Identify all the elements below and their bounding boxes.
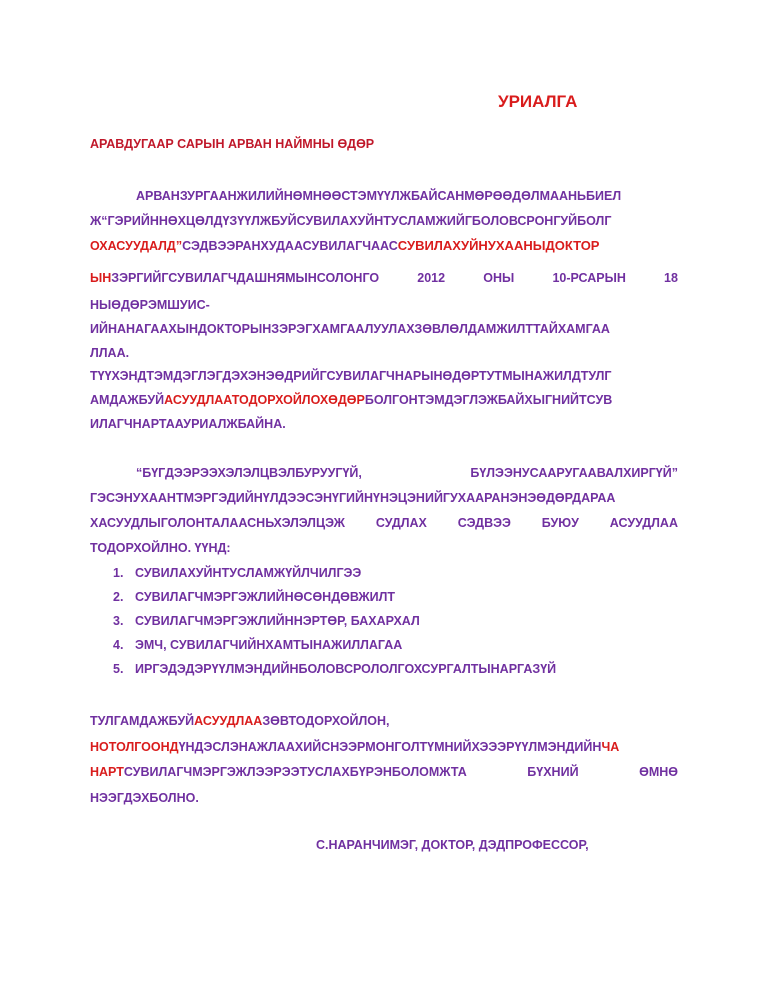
- para1-line5: НЫӨДӨРЭМШУИС-: [90, 298, 210, 312]
- para1-line10: ИЛАГЧНАРТААУРИАЛЖБАЙНА.: [90, 417, 286, 431]
- para1-line2: Ж“ГЭРИЙННӨХЦӨЛДҮЗҮҮЛЖБУЙСУВИЛАХУЙНТУСЛАМЖИЙГБОЛОВСРОНГУЙБОЛГ: [90, 214, 612, 228]
- para3-line1: ТУЛГАМДАЖБУЙАСУУДЛААЗӨВТОДОРХОЙЛОН,: [90, 714, 390, 728]
- para3-line4: НЭЭГДЭХБОЛНО.: [90, 791, 199, 805]
- list-item: 4. ЭМЧ, СУВИЛАГЧИЙНХАМТЫНАЖИЛЛАГАА: [113, 638, 403, 652]
- para2-line3: ХАСУУДЛЫГОЛОНТАЛААСНЬХЭЛЭЛЦЭЖ СУДЛАХ СЭДВЭЭ БУЮУ АСУУДЛАА: [90, 516, 678, 530]
- list-item: 5. ИРГЭДЭДЭРҮҮЛМЭНДИЙНБОЛОВСРОЛОЛГОХСУРГАЛТЫНАРГАЗҮЙ: [113, 662, 557, 676]
- para3-line3: НАРТСУВИЛАГЧМЭРГЭЖЛЭЭРЭЭТУСЛАХБҮРЭНБОЛОМЖТА БҮХНИЙ ӨМНӨ: [90, 765, 678, 779]
- para1-line8: ТҮҮХЭНДТЭМДЭГЛЭГДЭХЭНЭӨДРИЙГСУВИЛАГЧНАРЫНӨДӨРТУТМЫНАЖИЛДТУЛГ: [90, 369, 612, 383]
- list-item: 2. СУВИЛАГЧМЭРГЭЖЛИЙНӨСӨНДӨВЖИЛТ: [113, 590, 396, 604]
- date-line: АРАВДУГААР САРЫН АРВАН НАЙМНЫ ӨДӨР: [90, 137, 375, 151]
- para1-line4: ЫНЗЭРГИЙГСУВИЛАГЧДАШНЯМЫНСОЛОНГО 2012 ОНЫ 10-РСАРЫН 18: [90, 271, 678, 285]
- document-page: УРИАЛГА АРАВДУГААР САРЫН АРВАН НАЙМНЫ ӨДӨР АРВАНЗУРГААНЖИЛИЙНӨМНӨӨСТЭМҮҮЛЖБАЙСАНМӨРӨӨДӨЛМААНЬБИЕЛ Ж“ГЭРИЙННӨХЦӨЛДҮЗҮҮЛЖБУЙСУВИЛАХУЙНТУСЛАМЖИЙГБОЛОВСРОНГУЙБОЛГ ОХАСУУДАЛД”СЭДВЭЭРАНХУДААСУВИЛАГЧААССУВИЛАХУЙНУХААНЫДОКТОР ЫНЗЭРГИЙГСУВИЛАГЧДАШНЯМЫНСОЛОНГО 2012 ОНЫ 10-РСАРЫН 18 НЫӨДӨРЭМШУИС- ИЙНАНАГААХЫНДОКТОРЫНЗЭРЭГХАМГААЛУУЛАХЗӨВЛӨЛДАМЖИЛТТАЙХАМГАА ЛЛАА. ТҮҮХЭНДТЭМДЭГЛЭГДЭХЭНЭӨДРИЙГСУВИЛАГЧНАРЫНӨДӨРТУТМЫНАЖИЛДТУЛГ АМДАЖБУЙАСУУДЛААТОДОРХОЙЛОХӨДӨРБОЛГОНТЭМДЭГЛЭЖБАЙХЫГНИЙТСУВ ИЛАГЧНАРТААУРИАЛЖБАЙНА. “БҮГДЭЭРЭЭХЭЛЭЛЦВЭЛБУРУУГҮЙ, БҮЛЭЭНУСААРУГААВАЛХИРГҮЙ” ГЭСЭНУХААНТМЭРГЭДИЙНҮЛДЭЭСЭНҮГИЙНҮНЭЦЭНИЙГУХААРАНЭНЭӨДӨРДАРАА ХАСУУДЛЫГОЛОНТАЛААСНЬХЭЛЭЛЦЭЖ СУДЛАХ СЭДВЭЭ БУЮУ АСУУДЛАА ТОДОРХОЙЛНО. ҮҮНД: 1. СУВИЛАХУЙНТУСЛАМЖҮЙЛЧИЛГЭЭ 2. СУВИЛАГЧМЭРГЭЖЛИЙНӨСӨНДӨВЖИЛТ 3. СУВИЛАГЧМЭРГЭЖЛИЙННЭРТӨР, БАХАРХАЛ 4. ЭМЧ, СУВИЛАГЧИЙНХАМТЫНАЖИЛЛАГАА 5. ИРГЭДЭДЭРҮҮЛМЭНДИЙНБОЛОВСРОЛОЛГОХСУРГАЛТЫНАРГАЗҮЙ ТУЛГАМДАЖБУЙАСУУДЛААЗӨВТОДОРХОЙЛОН, НОТОЛГООНДҮНДЭСЛЭНАЖЛААХИЙСНЭЭРМОНГОЛТҮМНИЙХЭЭЭРҮҮЛМЭНДИЙНЧА НАРТСУВИЛАГЧМЭРГЭЖЛЭЭРЭЭТУСЛАХБҮРЭНБОЛОМЖТА БҮХНИЙ ӨМНӨ НЭЭГДЭХБОЛНО. С.НАРАНЧИМЭГ, ДОКТОР, ДЭДПРОФЕССОР,: [90, 92, 678, 852]
- para3-line2: НОТОЛГООНДҮНДЭСЛЭНАЖЛААХИЙСНЭЭРМОНГОЛТҮМНИЙХЭЭЭРҮҮЛМЭНДИЙНЧА: [90, 740, 620, 754]
- list-item: 3. СУВИЛАГЧМЭРГЭЖЛИЙННЭРТӨР, БАХАРХАЛ: [113, 614, 420, 628]
- para1-line9: АМДАЖБУЙАСУУДЛААТОДОРХОЙЛОХӨДӨРБОЛГОНТЭМДЭГЛЭЖБАЙХЫГНИЙТСУВ: [90, 393, 613, 407]
- list-item: 1. СУВИЛАХУЙНТУСЛАМЖҮЙЛЧИЛГЭЭ: [113, 566, 362, 580]
- para1-line3: ОХАСУУДАЛД”СЭДВЭЭРАНХУДААСУВИЛАГЧААССУВИЛАХУЙНУХААНЫДОКТОР: [90, 238, 600, 253]
- signature: С.НАРАНЧИМЭГ, ДОКТОР, ДЭДПРОФЕССОР,: [316, 838, 589, 852]
- para1-line7: ЛЛАА.: [90, 346, 130, 360]
- document-title: УРИАЛГА: [498, 92, 578, 111]
- para2-line4: ТОДОРХОЙЛНО. ҮҮНД:: [90, 541, 231, 555]
- para2-line2: ГЭСЭНУХААНТМЭРГЭДИЙНҮЛДЭЭСЭНҮГИЙНҮНЭЦЭНИЙГУХААРАНЭНЭӨДӨРДАРАА: [90, 491, 616, 505]
- para1-line6: ИЙНАНАГААХЫНДОКТОРЫНЗЭРЭГХАМГААЛУУЛАХЗӨВЛӨЛДАМЖИЛТТАЙХАМГАА: [90, 322, 610, 336]
- para1-line1: АРВАНЗУРГААНЖИЛИЙНӨМНӨӨСТЭМҮҮЛЖБАЙСАНМӨРӨӨДӨЛМААНЬБИЕЛ: [136, 189, 622, 203]
